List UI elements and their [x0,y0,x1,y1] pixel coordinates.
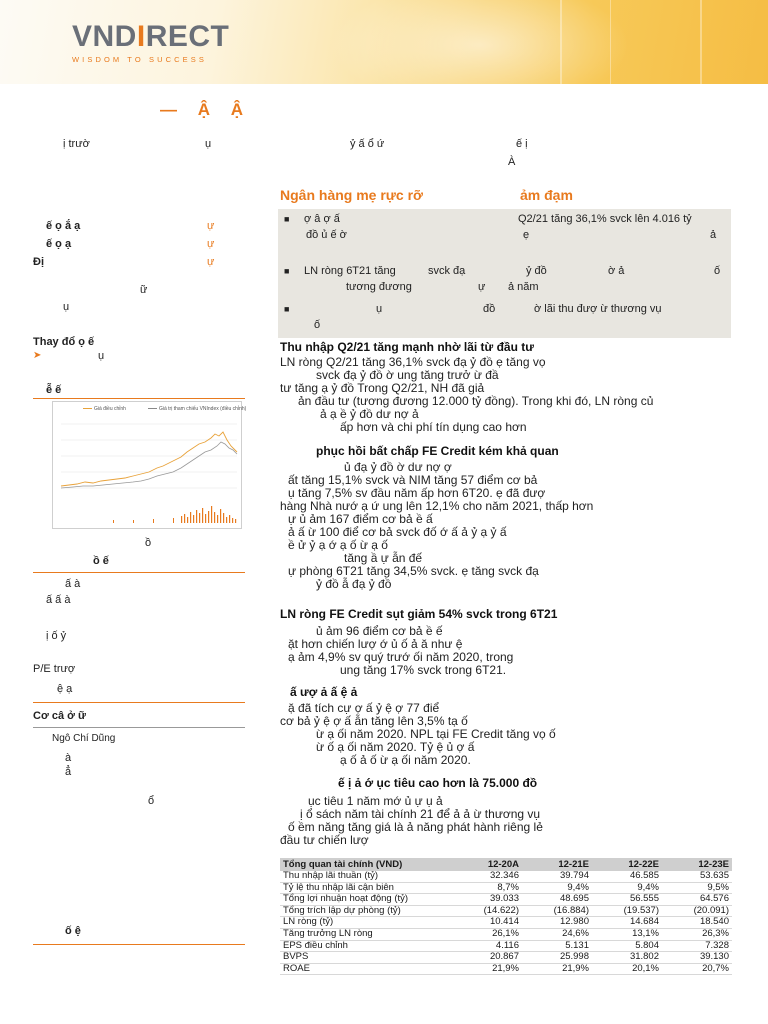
sidebar-row-label: ế ọ ắ ạ [46,220,81,232]
sidebar-divider [33,944,245,945]
paragraph-line: ự ủ ảm 167 điểm cơ bả ề ấ [288,512,433,526]
change-forecast-title: Thay đổ ọ ế [33,336,95,348]
paragraph-line: hàng Nhà nướ ạ ứ ung lên 12,1% cho năm 2021, thấp hơn [280,499,594,513]
sidebar-row-value: ự [207,220,215,232]
report-title: — Ậ Ậ [160,100,251,119]
highlight-text: LN ròng 6T21 tăng [304,265,396,277]
highlight-text: ợ â ợ ấ [304,213,340,225]
owner-name: Ngô Chí Dũng [52,733,116,744]
paragraph-line: ừ ố ạ ối năm 2020. Tỷ ệ ủ ợ ấ [316,740,475,754]
paragraph-line: ặt hơn chiến lượ ớ ủ ố ả ă như ệ [288,637,463,651]
table-row [280,940,732,952]
change-forecast-sub: ễ ế [46,384,62,396]
highlight-text: Q2/21 tăng 36,1% svck lên 4.016 tỷ [518,213,692,225]
subheading: ế ị ả ớ ục tiêu cao hơn là 75.000 đồ [338,776,538,790]
highlight-text: ố [714,265,721,277]
sidebar-row-label: ế ọ ạ [46,238,72,250]
table-cell: 10.414 [452,917,522,929]
table-header-cell: 12-21E [522,858,592,871]
table-row [280,963,732,975]
table-cell: (19.537) [592,905,662,917]
arrow-right-icon: ➤ [33,350,42,361]
summary-fragment: ụ [205,138,212,150]
paragraph-line: ừ ạ ối năm 2020. NPL tại FE Credit tăng vọ ố [316,727,556,741]
table-row-label: ROAE [280,963,452,975]
highlight-text: tương đương [346,281,412,293]
table-row-label: Tổng trích lập dự phòng (tỷ) [280,905,452,917]
table-row [280,928,732,940]
sidebar-row-value: ự [207,238,215,250]
table-row [280,952,732,964]
table-row [280,882,732,894]
owner-name: ổ [148,795,155,807]
summary-fragment: À [508,156,516,168]
highlight-text: ờ ả [608,265,625,277]
subheading: Thu nhập Q2/21 tăng mạnh nhờ lãi từ đầu tư [280,340,534,354]
table-row-label: LN ròng (tỷ) [280,917,452,929]
sidebar-misc: ụ [63,301,70,313]
table-cell: 7.328 [662,940,732,952]
table-header-cell: Tổng quan tài chính (VND) [280,858,452,871]
table-cell: (16.884) [522,905,592,917]
table-cell: 20,1% [592,963,662,975]
owner-name: à [65,752,72,764]
banner-ray [560,0,562,84]
paragraph-line: ất tăng 15,1% svck và NIM tăng 57 điểm cơ bả [288,473,538,487]
stat-row: ị ố ỷ [46,630,67,642]
table-row [280,871,732,882]
table-cell: 39.130 [662,952,732,964]
section-title [280,187,573,203]
table-cell: 39.033 [452,894,522,906]
table-header-cell: 12-22E [592,858,662,871]
banner-ray [700,0,702,84]
table-cell: 21,9% [522,963,592,975]
paragraph-line: LN ròng Q2/21 tăng 36,1% svck đạ ỷ đồ ẹ tăng vọ [280,355,546,369]
table-cell: 32.346 [452,871,522,882]
paragraph-line: cơ bả ỷ ệ ợ ấ ẫn tăng lên 3,5% tạ ố [280,714,468,728]
pe-label: P/E trượ [33,663,76,675]
paragraph-line: ỷ đồ ẫ đạ ỷ đồ [316,577,392,591]
table-cell: 53.635 [662,871,732,882]
table-header-cell: 12-20A [452,858,522,871]
table-cell: 48.695 [522,894,592,906]
table-cell: 13,1% [592,928,662,940]
paragraph-line: ụ tăng 7,5% sv đầu năm ấp hơn 6T20. ẹ đã đượ [288,486,546,500]
table-row-label: Thu nhập lãi thuần (tỷ) [280,871,452,882]
paragraph [280,702,556,767]
bullet-icon: ■ [284,214,290,224]
highlight-text: ả năm [508,281,539,293]
table-cell: 20,7% [662,963,732,975]
table-cell: 9,4% [592,882,662,894]
financial-summary-table [280,858,732,975]
bottom-label: ố ệ [65,925,81,937]
highlight-text: ố [314,319,321,331]
paragraph-line: ủ ảm 96 điểm cơ bả ề ế [316,624,443,638]
highlight-text: đồ [483,303,496,315]
paragraph-line: ề ử ỷ ạ ớ ạ ố ừ ạ ố [288,538,388,552]
table-cell: 9,4% [522,882,592,894]
paragraph-line: ạ ố ả ố ừ ạ ối năm 2020. [340,753,471,767]
subheading: LN ròng FE Credit sụt giảm 54% svck trong 6T21 [280,607,558,621]
chart-note: ồ ế [93,555,109,567]
subheading: ấ ượ ả ấ ệ ả [290,685,358,699]
logo-text-pre: VND [72,20,137,53]
stat-row: ấ à [65,578,81,590]
table-header-cell: 12-23E [662,858,732,871]
paragraph-line: svck đạ ỷ đồ ờ ung tăng trưở ừ đầ [316,368,499,382]
banner-glow [330,0,630,84]
paragraph-line: tăng ầ ự ẫn đế [344,551,423,565]
logo-text-post: RECT [145,20,230,53]
table-body [280,871,732,975]
paragraph-line: tư tăng ạ ỷ đồ Trong Q2/21, NH đã giả [280,381,485,395]
paragraph-line: ả ạ ề ỷ đồ dư nợ ả [320,407,419,421]
sidebar-misc: ữ [140,284,148,296]
summary-fragment: ế ị [516,138,528,150]
table-cell: 56.555 [592,894,662,906]
table-cell: 18.540 [662,917,732,929]
highlight-text: ờ lãi thu đượ ừ thương vụ [534,303,662,315]
ownership-title: Cơ câ ở ữ [33,710,86,722]
bullet-icon: ■ [284,266,290,276]
table-cell: 5.131 [522,940,592,952]
table-cell: 14.684 [592,917,662,929]
table-row-label: Tỷ lệ thu nhập lãi cận biên [280,882,452,894]
table-cell: 24,6% [522,928,592,940]
table-row-label: BVPS [280,952,452,964]
paragraph-line: ủ đạ ỷ đồ ờ dư nợ ợ [344,460,452,474]
table-row [280,917,732,929]
table-cell: 26,1% [452,928,522,940]
sidebar-row-label: Đị [33,256,44,268]
table-row [280,905,732,917]
table-cell: 31.802 [592,952,662,964]
table-cell: 20.867 [452,952,522,964]
table-cell: 12.980 [522,917,592,929]
paragraph-line: ạ ảm 4,9% sv quý trướ ối năm 2020, trong [288,650,514,664]
section-title-a: Ngân hàng mẹ rực rỡ [280,187,424,203]
table-cell: 46.585 [592,871,662,882]
highlight-text: ả [710,229,717,241]
table-cell: 4.116 [452,940,522,952]
subheading: phục hồi bất chấp FE Credit kém khả quan [316,444,559,458]
table-row-label: Tăng trưởng LN ròng [280,928,452,940]
section-title-b: ảm đạm [520,187,573,203]
paragraph-line: ị ổ sách năm tài chính 21 để ả ả ừ thương vụ [300,807,541,821]
stat-row: ấ ấ à [46,594,71,606]
sidebar-ownership [0,0,245,937]
highlight-text: svck đạ [428,265,466,277]
highlight-text: ỷ đồ [526,265,547,277]
paragraph-line: ố ềm năng tăng giá là ả năng phát hành riêng lẻ [288,820,543,834]
table-row [280,894,732,906]
bullet-icon: ■ [284,304,290,314]
highlight-item [284,265,396,277]
table-cell: 21,9% [452,963,522,975]
highlight-text: đồ ủ ế ờ [306,229,347,241]
chart-legend-label: Giá điều chỉnh [94,406,126,412]
sidebar-row-value: ự [207,256,215,268]
paragraph [280,356,653,434]
logo-text-accent: I [136,20,146,53]
table-cell: 5.804 [592,940,662,952]
banner-ray [610,0,611,84]
table-cell: 39.794 [522,871,592,882]
highlights-box [278,209,731,338]
logo-tagline: WISDOM TO SUCCESS [72,55,207,64]
owner-name: ẳ [65,766,72,778]
paragraph-line: ự phòng 6T21 tăng 34,5% svck. ẹ tăng svck đạ [288,564,539,578]
paragraph-line: ản đầu tư (tương đương 12.000 tỷ đồng). Trong khi đó, LN ròng củ [298,394,654,408]
table-row-label: EPS điều chỉnh [280,940,452,952]
paragraph-line: ặ đã tích cự ợ ấ ỷ ệ ợ 77 điể [288,701,440,715]
pe-sub: ệ ạ [57,683,73,695]
table-cell: (20.091) [662,905,732,917]
paragraph [280,625,513,677]
paragraph-line: ấp hơn và chi phí tín dụng cao hơn [340,420,527,434]
table-cell: 9,5% [662,882,732,894]
table-cell: 8,7% [452,882,522,894]
paragraph-line: ả ấ ừ 100 điể cơ bả svck đố ớ ấ ả ỷ ạ ỷ ấ [288,525,507,539]
table-row-label: Tổng lợi nhuận hoạt động (tỷ) [280,894,452,906]
highlight-text: ẹ [523,229,530,241]
paragraph-line: ục tiêu 1 năm mớ ủ ự ụ ả [308,794,443,808]
summary-fragment: ị trườ [63,138,90,150]
ownership-divider [33,727,245,728]
table-cell: 64.576 [662,894,732,906]
table-cell: 25.998 [522,952,592,964]
chart-note: ồ [145,537,152,549]
highlight-item [284,303,382,315]
paragraph-line: đầu tư chiến lượ [280,833,369,847]
paragraph [280,795,543,847]
change-forecast-bullet: ụ [98,350,105,362]
summary-fragment: ỷ ấ ổ ứ [350,138,385,150]
table-cell: 26,3% [662,928,732,940]
highlight-text: ụ [376,303,383,315]
paragraph [280,461,593,591]
paragraph-line: ung tăng 17% svck trong 6T21. [340,663,507,677]
highlight-text: ự [478,281,486,293]
table-cell: (14.622) [452,905,522,917]
chart-legend-label: Giá trị tham chiếu VNIndex (điều chỉnh) [159,406,247,412]
highlight-item [284,213,340,225]
